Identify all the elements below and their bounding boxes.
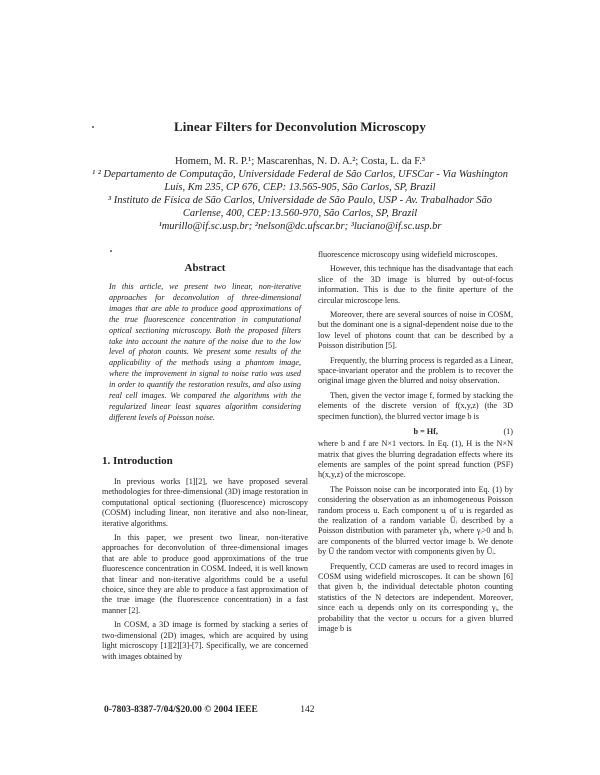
introduction-heading: 1. Introduction	[102, 455, 173, 467]
introduction-section	[102, 455, 308, 666]
body-paragraph-3: Moreover, there are several sources of noise in COSM, but the dominant one is a signal-dependent noise due to the low level of photons count that can be described by a Poisson distribution [5].	[318, 310, 513, 351]
body-paragraph-1: fluorescence microscopy using widefield microscopes.	[318, 250, 498, 259]
abstract-heading: Abstract	[184, 262, 226, 274]
body-paragraph-2: However, this technique has the disadvantage that each slice of the 3D image is blurred by out-of-focus information. This is due to the finite aperture of the circular microscope lens.	[318, 264, 513, 305]
affiliation-2: ³ Instituto de Física de São Carlos, Universidade de São Paulo, USP - Av. Trabalhador São Carlense, 400, CEP:13.560-970, São Carlos, SP, Brazil	[107, 195, 493, 219]
page-footer	[104, 705, 314, 715]
author-emails: ¹murillo@if.sc.usp.br; ²nelson@dc.ufscar.br; ³luciano@if.sc.usp.br	[158, 221, 442, 232]
abstract-text: In this article, we present two linear, non-iterative approaches for deconvolution of three-dimensional images that are able to produce good approximations of the true fluorescence concentration in computational optical sectioning microscopy. Both the proposed filters take into account the nature of the noise due to the low level of photon counts. We present some results of the applicability of the methods using a phantom image, where the improvement in signal to noise ratio was used in order to quantify the restoration results, and also using real cell images. We compared the algorithms with the regularized linear least squares algorithm considering different levels of Poisson noise.	[109, 282, 301, 422]
equation-1	[318, 426, 513, 437]
scan-speck	[110, 250, 112, 252]
body-paragraph-8: Frequently, CCD cameras are used to record images in COSM using widefield microscopes. It can be shown [6] that given b, the individual detectable photon counting statistics of the N detectors are independent. Moreover, since each uᵢ depends only on its corresponding γᵢ, the probability that the vector u occurs for a given blurred image b is	[318, 561, 513, 633]
body-paragraph-5: Then, given the vector image f, formed by stacking the elements of the discrete version of f(x,y,z) (the 3D specimen function), the blurred vector image b is	[318, 390, 513, 421]
author-block	[90, 155, 510, 233]
equation-number: (1)	[503, 427, 513, 437]
body-paragraph-7: The Poisson noise can be incorporated into Eq. (1) by considering the observation as an inhomogeneous Poisson random process u. Each component uᵢ of u is regarded as the realization of a random variable Ūᵢ described by a Poisson distribution with parameter γᵢbᵢ, where γᵢ>0 and bᵢ are components of the blurred vector image b. We denote by Ū the random vector with components given by Ūᵢ.	[318, 484, 513, 557]
intro-paragraph-1: In previous works [1][2], we have proposed several methodologies for three-dimensional (3D) image restoration in computational optical sectioning (fluorescence) microscopy (COSM) including linear, non iterative and also non-linear, iterative algorithms.	[102, 477, 308, 528]
author-list: Homem, M. R. P.¹; Mascarenhas, N. D. A.²; Costa, L. da F.³	[174, 156, 426, 167]
paper-title: Linear Filters for Deconvolution Microscopy	[174, 119, 426, 134]
body-paragraph-6: where b and f are N×1 vectors. In Eq. (1), H is the N×N matrix that gives the blurring degradation effects where its elements are samples of the point spread function (PSF) h(x,y,z) of the microscope.	[318, 439, 513, 480]
intro-paragraph-2: In this paper, we present two linear, non-iterative approaches for deconvolution of three-dimensional images that are able to produce good approximations of the true fluorescence concentration in COSM. Indeed, it is well known that linear and non-iterative algorithms could be a useful choice, since they are able to produce a fast approximation of the true image (the fluorescence concentration) in a fast manner [2].	[102, 533, 308, 615]
body-paragraph-4: Frequently, the blurring process is regarded as a Linear, space-invariant operator and the problem is to recover the original image given the blurred and noisy observation.	[318, 355, 513, 386]
isbn-copyright: 0-7803-8387-7/04/$20.00 © 2004 IEEE	[104, 705, 258, 715]
page-number: 142	[300, 705, 315, 715]
intro-paragraph-3: In COSM, a 3D image is formed by stacking a series of two-dimensional (2D) images, which are acquired by using light microscopy [1][2][3]-[7]. Specifically, we are concerned with images obtained by	[102, 620, 308, 661]
abstract-section	[102, 262, 308, 424]
right-column	[318, 250, 513, 638]
affiliation-1: ¹ ² Departamento de Computação, Universidade Federal de São Carlos, UFSCar - Via Washington Luís, Km 235, CP 676, CEP: 13.565-905, São Carlos, SP, Brazil	[91, 169, 509, 193]
equation-body: b = Hf,	[413, 427, 438, 437]
